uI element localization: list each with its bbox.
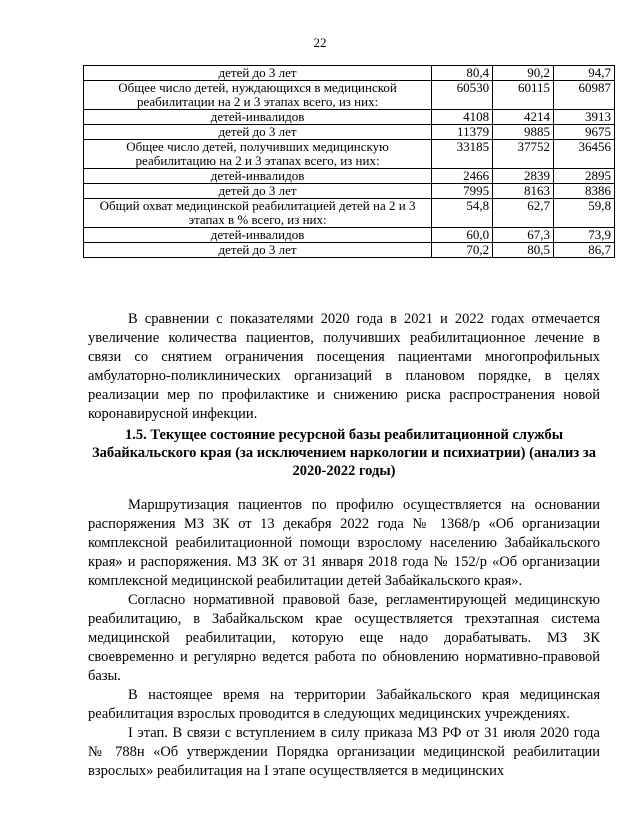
paragraph-routing: Маршрутизация пациентов по профилю осуществляется на основании распоряжения МЗ ЗК от 13 декабря 2022 года № 1368/р «Об организации комплексной реабилитационной помощи взрослому населению Забайкальского края» и распоряжения. МЗ ЗК от 31 января 2018 года № 152/р «Об организации комплексной медицинской реабилитации детей Забайкальского края».: [88, 497, 600, 589]
body-paragraphs: [88, 496, 600, 781]
paragraph-normative-base: Согласно нормативной правовой базе, регламентирующей медицинскую реабилитацию, в Забайкальском крае осуществляется трехэтапная система медицинской реабилитации, которую еще надо дорабатывать. МЗ ЗК своевременно и регулярно ведется работа по обновлению нормативно-правовой базы.: [88, 592, 600, 684]
paragraph-text: В сравнении с показателями 2020 года в 2021 и 2022 годах отмечается увеличение количества пациентов, получивших реабилитационное лечение в связи со снятием ограничения посещения пациентами многопрофильных амбулаторно-поликлинических организаций в плановом порядке, в целях реализации мер по профилактике и снижению риска распространения новой коронавирусной инфекции.: [88, 311, 600, 422]
row-label: детей-инвалидов: [84, 169, 432, 184]
row-value-2: 80,5: [493, 243, 554, 258]
table-row: [84, 140, 615, 169]
row-value-3: 94,7: [554, 66, 615, 81]
row-label: детей-инвалидов: [84, 228, 432, 243]
table-row: [84, 169, 615, 184]
row-value-3: 59,8: [554, 199, 615, 228]
row-value-1: 54,8: [432, 199, 493, 228]
statistics-table: [83, 65, 615, 258]
table-row: [84, 66, 615, 81]
row-label: детей до 3 лет: [84, 125, 432, 140]
row-label: детей до 3 лет: [84, 243, 432, 258]
row-label: Общий охват медицинской реабилитацией детей на 2 и 3 этапах в % всего, из них:: [84, 199, 432, 228]
row-value-2: 2839: [493, 169, 554, 184]
row-value-2: 90,2: [493, 66, 554, 81]
row-value-1: 60530: [432, 81, 493, 110]
row-label: Общее число детей, нуждающихся в медицинской реабилитации на 2 и 3 этапах всего, из них:: [84, 81, 432, 110]
paragraph-comparison: [88, 310, 600, 424]
row-value-3: 36456: [554, 140, 615, 169]
table-row: [84, 228, 615, 243]
row-value-2: 4214: [493, 110, 554, 125]
row-value-1: 70,2: [432, 243, 493, 258]
row-value-2: 67,3: [493, 228, 554, 243]
table-row: [84, 110, 615, 125]
section-heading: 1.5. Текущее состояние ресурсной базы реабилитационной службы Забайкальского края (за исключением наркологии и психиатрии) (анализ за 2020-2022 годы): [92, 427, 596, 479]
row-value-3: 2895: [554, 169, 615, 184]
row-value-2: 62,7: [493, 199, 554, 228]
row-value-3: 9675: [554, 125, 615, 140]
table-row: [84, 125, 615, 140]
row-label: детей до 3 лет: [84, 66, 432, 81]
table-row: [84, 243, 615, 258]
paragraph-stage-one: I этап. В связи с вступлением в силу приказа МЗ РФ от 31 июля 2020 года № 788н «Об утверждении Порядка организации медицинской реабилитации взрослых» реабилитация на I этапе осуществляется в медицинских: [88, 725, 600, 779]
paragraph-institutions: В настоящее время на территории Забайкальского края медицинская реабилитация взрослых проводится в следующих медицинских учреждениях.: [88, 687, 600, 722]
row-value-3: 8386: [554, 184, 615, 199]
row-label: детей-инвалидов: [84, 110, 432, 125]
row-value-1: 11379: [432, 125, 493, 140]
row-value-2: 37752: [493, 140, 554, 169]
row-value-3: 86,7: [554, 243, 615, 258]
row-value-1: 60,0: [432, 228, 493, 243]
row-label: Общее число детей, получивших медицинскую реабилитацию на 2 и 3 этапах всего, из них:: [84, 140, 432, 169]
row-value-3: 3913: [554, 110, 615, 125]
row-value-1: 2466: [432, 169, 493, 184]
table-row: [84, 81, 615, 110]
row-value-3: 73,9: [554, 228, 615, 243]
row-value-1: 33185: [432, 140, 493, 169]
row-value-2: 9885: [493, 125, 554, 140]
page-number: 22: [313, 35, 327, 50]
row-value-3: 60987: [554, 81, 615, 110]
row-value-1: 7995: [432, 184, 493, 199]
table-row: [84, 199, 615, 228]
row-value-1: 4108: [432, 110, 493, 125]
row-value-2: 60115: [493, 81, 554, 110]
row-value-2: 8163: [493, 184, 554, 199]
row-value-1: 80,4: [432, 66, 493, 81]
table-row: [84, 184, 615, 199]
row-label: детей до 3 лет: [84, 184, 432, 199]
